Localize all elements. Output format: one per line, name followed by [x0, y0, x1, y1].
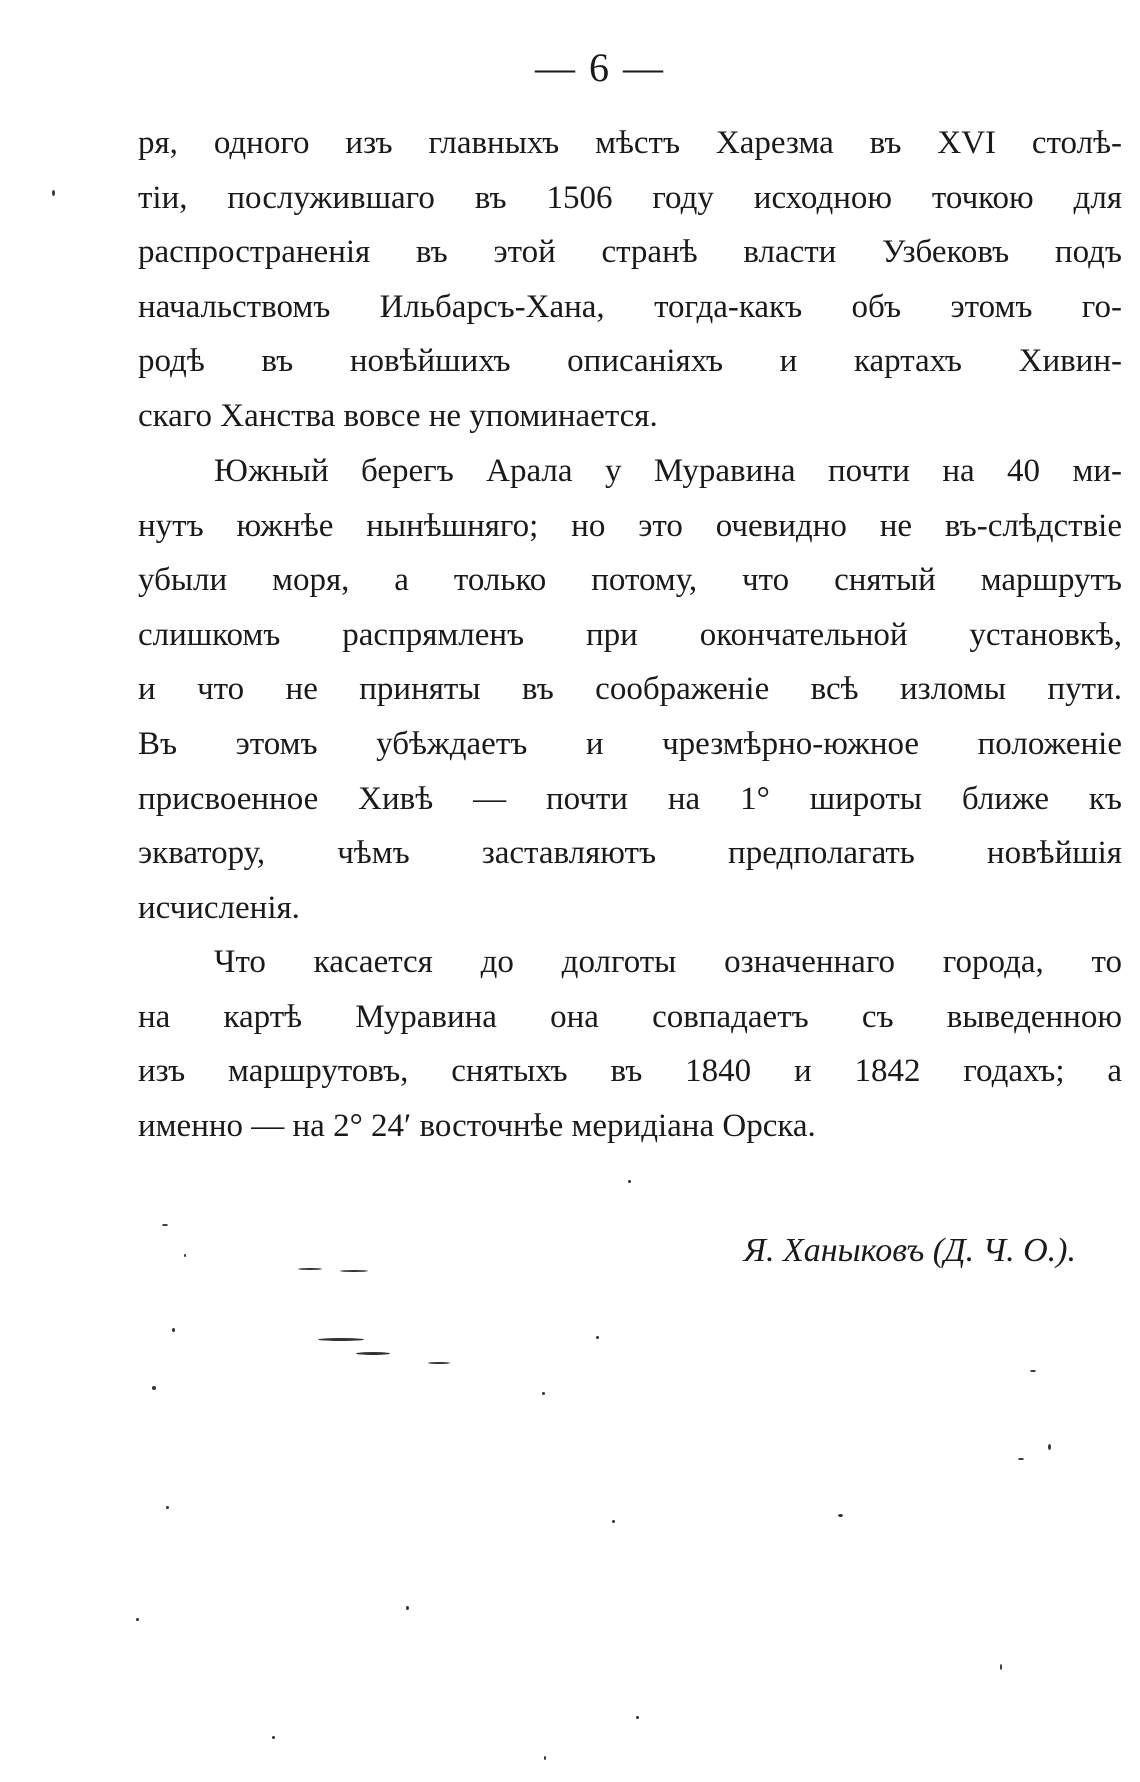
scan-speck	[428, 1362, 450, 1364]
text-line: на картѣ Муравина она совпадаетъ съ выведенною	[138, 998, 1122, 1035]
scan-speck	[542, 1392, 545, 1395]
scan-speck	[272, 1736, 275, 1739]
text-line: убыли моря, а только потому, что снятый маршрутъ	[138, 562, 1122, 599]
scan-speck	[162, 1224, 168, 1226]
text-line: тіи, послужившаго въ 1506 году исходною точкою для	[138, 179, 1122, 216]
text-line: Въ этомъ убѣждаетъ и чрезмѣрно-южное положеніе	[138, 725, 1122, 762]
scan-speck	[152, 1386, 156, 1390]
scan-speck	[612, 1520, 615, 1523]
text-line: ря, одного изъ главныхъ мѣстъ Харезма въ XVI столѣ-	[138, 125, 1122, 161]
text-line: присвоенное Хивѣ — почти на 1° широты ближе къ	[138, 780, 1122, 817]
text-line: распространенія въ этой странѣ власти Узбековъ подъ	[138, 234, 1122, 271]
scan-speck	[172, 1328, 175, 1332]
text-line: и что не приняты въ соображеніе всѣ изломы пути.	[138, 671, 1122, 708]
paragraph-2	[138, 444, 1122, 935]
scan-speck	[544, 1756, 546, 1760]
paragraph-1	[138, 116, 1122, 444]
scan-speck	[636, 1716, 639, 1719]
scan-speck	[1048, 1444, 1051, 1450]
paragraph-3	[138, 935, 1122, 1153]
scan-speck	[356, 1352, 390, 1355]
text-line: скаго Ханства вовсе не упоминается.	[138, 397, 658, 434]
text-line: нутъ южнѣе нынѣшняго; но это очевидно не въ-слѣдствіе	[138, 507, 1122, 544]
scan-speck	[838, 1514, 843, 1517]
scan-speck	[628, 1180, 631, 1183]
scan-speck	[340, 1270, 368, 1272]
scan-speck	[596, 1336, 599, 1339]
scan-speck	[298, 1268, 322, 1270]
scan-speck	[184, 1254, 186, 1257]
scan-speck	[318, 1338, 364, 1341]
scan-speck	[136, 1618, 139, 1621]
text-line: именно — на 2° 24′ восточнѣе меридіана Орска.	[138, 1107, 816, 1144]
text-line: родѣ въ новѣйшихъ описаніяхъ и картахъ Хивин-	[138, 343, 1122, 380]
page-number: — 6 —	[535, 45, 665, 90]
scan-speck	[1000, 1664, 1002, 1670]
text-line: Южный берегъ Арала у Муравина почти на 40 ми-	[214, 453, 1122, 489]
text-line: экватору, чѣмъ заставляютъ предполагать новѣйшія	[138, 835, 1122, 872]
text-line: исчисленія.	[138, 889, 300, 926]
scan-speck	[166, 1506, 169, 1509]
author-signature: Я. Ханыковъ (Д. Ч. О.).	[743, 1232, 1076, 1269]
text-line: начальствомъ Ильбарсъ-Хана, тогда-какъ объ этомъ го-	[138, 288, 1122, 325]
text-line: изъ маршрутовъ, снятыхъ въ 1840 и 1842 годахъ; а	[138, 1053, 1122, 1090]
text-line: Что касается до долготы означеннаго города, то	[214, 944, 1122, 980]
scan-speck	[1030, 1370, 1036, 1372]
scan-speck	[1018, 1458, 1024, 1460]
text-line: слишкомъ распрямленъ при окончательной установкѣ,	[138, 616, 1122, 653]
scan-speck	[406, 1606, 409, 1610]
scan-speck	[52, 190, 55, 196]
